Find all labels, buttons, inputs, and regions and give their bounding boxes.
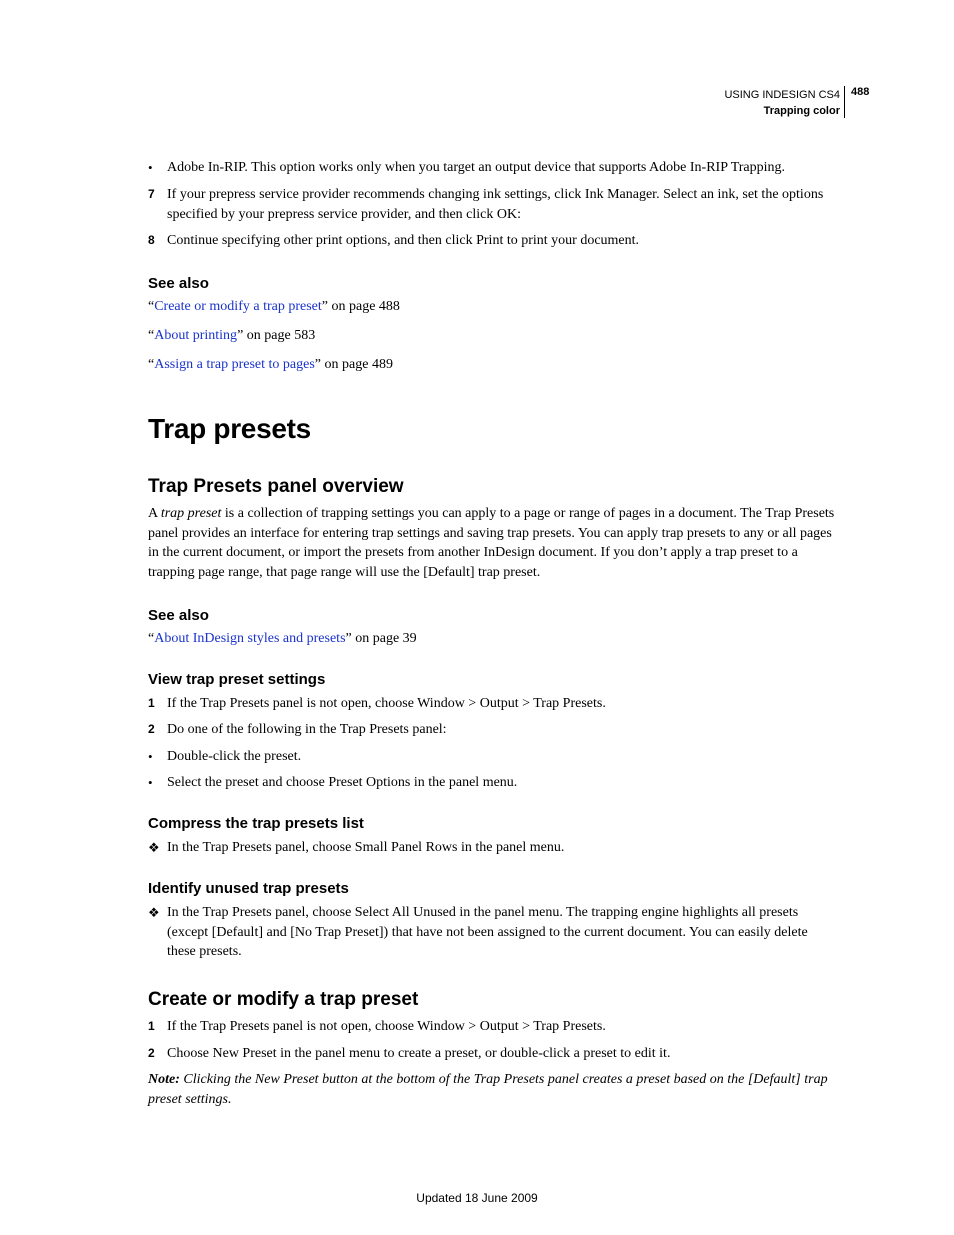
bullet-marker: • — [148, 160, 153, 175]
link-assign-trap-preset-to-pages[interactable]: Assign a trap preset to pages — [154, 357, 315, 372]
create-step-1-text: If the Trap Presets panel is not open, choose Window > Output > Trap Presets. — [167, 1019, 606, 1034]
running-header-title: USING INDESIGN CS4 — [724, 89, 840, 101]
step-number: 8 — [148, 233, 155, 247]
subheading-create-or-modify: Create or modify a trap preset — [148, 989, 419, 1010]
bullet-adobe-in-rip: Adobe In-RIP. This option works only when you target an output device that supports Adobe In-RIP Trapping. — [167, 160, 786, 175]
create-step-2-text: Choose New Preset in the panel menu to create a preset, or double-click a preset to edit it. — [167, 1046, 671, 1061]
see-also-entry: “About InDesign styles and presets” on page 39 — [148, 631, 417, 646]
see-also-heading: See also — [148, 607, 209, 624]
footer-updated-date: Updated 18 June 2009 — [416, 1191, 538, 1205]
subheading-panel-overview: Trap Presets panel overview — [148, 476, 404, 497]
subheading-compress-list: Compress the trap presets list — [148, 815, 364, 832]
diamond-bullet-icon: ❖ — [148, 840, 160, 855]
see-also-entry: “About printing” on page 583 — [148, 328, 316, 343]
identify-instruction: In the Trap Presets panel, choose Select All Unused in the panel menu. The trapping engine highlights all presets (except [Default] and [No Trap Preset]) that have not been assigned to the current document. You can easily delete these presets. — [167, 905, 808, 959]
bullet-marker: • — [148, 775, 153, 790]
link-about-indesign-styles-and-presets[interactable]: About InDesign styles and presets — [154, 631, 346, 646]
view-step-2-text: Do one of the following in the Trap Presets panel: — [167, 722, 447, 737]
compress-instruction: In the Trap Presets panel, choose Small Panel Rows in the panel menu. — [167, 840, 565, 855]
view-step-1-text: If the Trap Presets panel is not open, choose Window > Output > Trap Presets. — [167, 696, 606, 711]
step-8-text: Continue specifying other print options, and then click Print to print your document. — [167, 233, 640, 248]
see-also-entry: “Assign a trap preset to pages” on page 489 — [148, 357, 393, 372]
view-bullet-2: Select the preset and choose Preset Options in the panel menu. — [167, 775, 518, 790]
step-7-text: If your prepress service provider recommends changing ink settings, click Ink Manager. Select an ink, set the options specified by your prepress service provider, and then click OK: — [167, 187, 824, 222]
section-heading-trap-presets: Trap presets — [148, 413, 311, 444]
diamond-bullet-icon: ❖ — [148, 905, 160, 920]
step-number: 1 — [148, 696, 155, 710]
step-number: 2 — [148, 1046, 155, 1060]
running-header-section: Trapping color — [763, 105, 840, 117]
view-bullet-1: Double-click the preset. — [167, 749, 302, 764]
see-also-heading: See also — [148, 275, 209, 292]
step-number: 2 — [148, 722, 155, 736]
overview-paragraph: A trap preset is a collection of trapping settings you can apply to a page or range of pages in a document. The Trap Presets panel provides an interface for entering trap settings and saving trap presets. You can apply trap presets to any or all pages in the current document, or import the presets from another InDesign document. If you don’t apply a trap preset to a trapping page range, that page range will use the [Default] trap preset. — [148, 506, 835, 580]
link-create-or-modify-trap-preset[interactable]: Create or modify a trap preset — [154, 299, 322, 314]
subheading-identify-unused: Identify unused trap presets — [148, 880, 349, 897]
bullet-marker: • — [148, 749, 153, 764]
note-paragraph: Note: Clicking the New Preset button at the bottom of the Trap Presets panel creates a preset based on the [Default] trap preset settings. — [148, 1072, 828, 1107]
see-also-entry: “Create or modify a trap preset” on page 488 — [148, 299, 400, 314]
step-number: 1 — [148, 1019, 155, 1033]
header-divider — [844, 86, 845, 118]
link-about-printing[interactable]: About printing — [154, 328, 238, 343]
step-number: 7 — [148, 187, 155, 201]
page-number: 488 — [851, 86, 870, 98]
subheading-view-settings: View trap preset settings — [148, 671, 326, 688]
